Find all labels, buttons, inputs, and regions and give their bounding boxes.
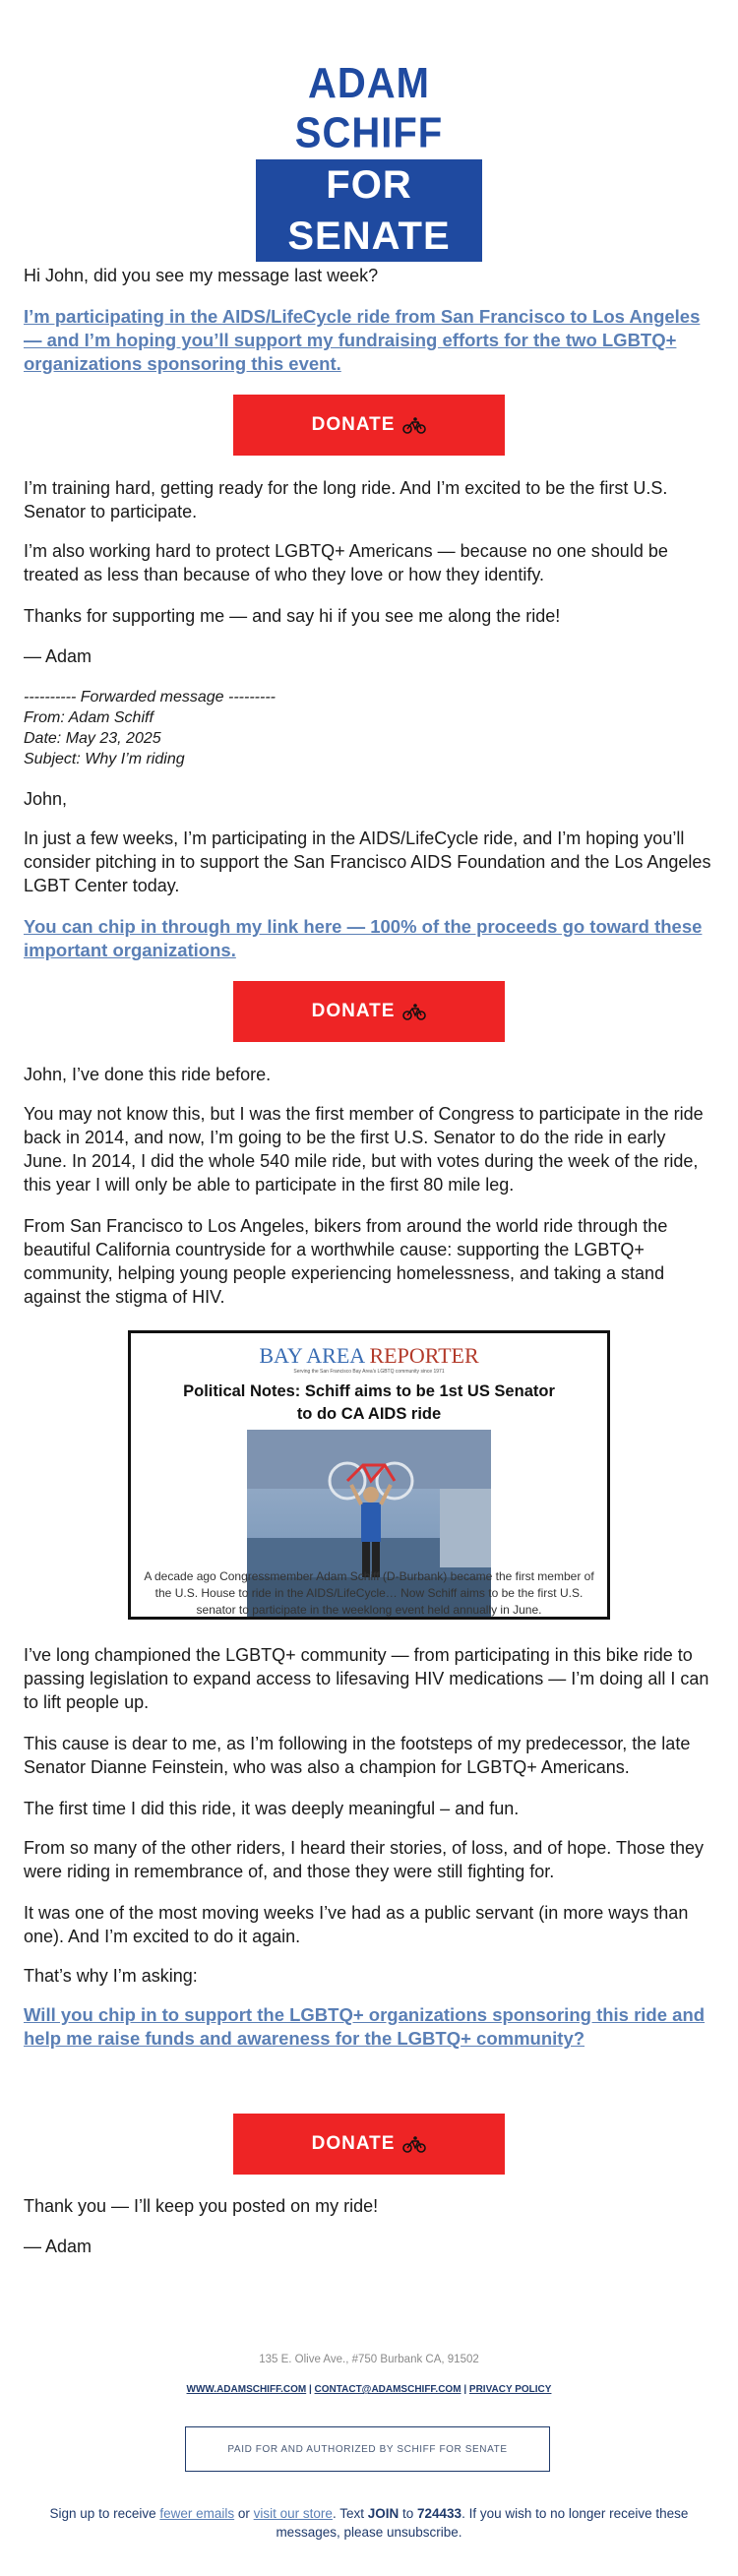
riders-paragraph: From so many of the other riders, I heard their stories, of loss, and of hope. Those they were riding in remembrance of, and those they were still fighting for. xyxy=(24,1838,705,1881)
article-headline: Political Notes: Schiff aims to be 1st US Senator to do CA AIDS ride xyxy=(183,1382,555,1423)
logo-office: FOR SENATE xyxy=(256,159,482,262)
protect-paragraph: I’m also working hard to protect LGBTQ+ Americans — because no one should be treated as less than because of who they love or how they identify. xyxy=(24,541,668,584)
contact-email-link[interactable]: CONTACT@ADAMSCHIFF.COM xyxy=(314,2384,461,2395)
thanks-paragraph: Thanks for supporting me — and say hi if you see me along the ride! xyxy=(24,606,561,626)
donate-label: DONATE xyxy=(311,414,396,435)
campaign-logo xyxy=(256,59,482,258)
paid-for-disclaimer: PAID FOR AND AUTHORIZED BY SCHIFF FOR SENATE xyxy=(185,2426,550,2472)
route-paragraph: From San Francisco to Los Angeles, bikers from around the world ride through the beautiful California countryside for a worthwhile cause: supporting the LGBTQ+ community, helping young people experiencing homelessness, and taking a stand against the stigma of HIV. xyxy=(24,1216,668,1307)
first-time-paragraph: The first time I did this ride, it was deeply meaningful – and fun. xyxy=(24,1799,520,1818)
article-caption: A decade ago Congressmember Adam Schiff (D-Burbank) became the first member of the U.S. House to ride in the AIDS/LifeCycle… Now Schiff aims to be the first U.S. senator to participate in the weeklong event held annually in June. xyxy=(144,1569,594,1617)
asking-paragraph: That’s why I’m asking: xyxy=(24,1966,198,1986)
privacy-policy-link[interactable]: PRIVACY POLICY xyxy=(468,2384,552,2395)
footer-links: WWW.ADAMSCHIFF.COM | CONTACT@ADAMSCHIFF.COM | PRIVACY POLICY xyxy=(186,2384,552,2395)
moving-paragraph: It was one of the most moving weeks I’ve had as a public servant (in more ways than one). And I’m excited to do it again. xyxy=(24,1903,689,1946)
newspaper-logo: BAY AREA REPORTER xyxy=(259,1343,479,1368)
signature: — Adam xyxy=(24,646,92,666)
championed-paragraph: I’ve long championed the LGBTQ+ community — from participating in this bike ride to passing legislation to expand access to lifesaving HIV medications — I’m doing all I can to lift people up. xyxy=(24,1645,709,1712)
forwarded-date: Date: May 23, 2025 xyxy=(24,730,161,747)
forwarded-divider: ---------- Forwarded message --------- xyxy=(24,689,276,705)
logo-name: ADAM SCHIFF xyxy=(294,59,444,157)
fundraising-link[interactable]: I’m participating in the AIDS/LifeCycle ride from San Francisco to Los Angeles — and I’m hoping you’ll support my fundraising efforts for the two LGBTQ+ organizations sponsoring this event. xyxy=(24,306,701,374)
support-link-paragraph xyxy=(24,2003,712,2051)
salutation: John, xyxy=(24,789,68,809)
footer-address: 135 E. Olive Ave., #750 Burbank CA, 91502 xyxy=(259,2354,479,2365)
thank-you-paragraph: Thank you — I’ll keep you posted on my ride! xyxy=(24,2196,379,2216)
training-paragraph: I’m training hard, getting ready for the long ride. And I’m excited to be the first U.S. Senator to participate. xyxy=(24,478,668,521)
signature: — Adam xyxy=(24,2237,92,2256)
donate-label: DONATE xyxy=(311,1001,396,1021)
chip-in-link[interactable]: You can chip in through my link here — 100% of the proceeds go toward these important organizations. xyxy=(24,916,703,960)
donate-button[interactable] xyxy=(233,2114,505,2175)
newspaper-tagline: Serving the San Francisco Bay Area's LGBTQ community since 1971 xyxy=(293,1369,445,1375)
website-link[interactable]: WWW.ADAMSCHIFF.COM xyxy=(186,2384,307,2395)
fundraising-link-paragraph xyxy=(24,305,712,376)
feinstein-paragraph: This cause is dear to me, as I’m following in the footsteps of my predecessor, the late Senator Dianne Feinstein, who was also a champion for LGBTQ+ Americans. xyxy=(24,1734,691,1777)
bicycle-icon xyxy=(402,416,426,434)
chip-in-link-paragraph xyxy=(24,915,712,962)
bicycle-icon xyxy=(402,1003,426,1020)
forwarded-from: From: Adam Schiff xyxy=(24,709,154,726)
done-paragraph: John, I’ve done this ride before. xyxy=(24,1065,272,1084)
support-link[interactable]: Will you chip in to support the LGBTQ+ organizations sponsoring this ride and help me raise funds and awareness for the LGBTQ+ community? xyxy=(24,2004,706,2049)
forwarded-header xyxy=(24,687,712,769)
store-link[interactable]: visit our store xyxy=(253,2506,333,2521)
donate-label: DONATE xyxy=(311,2133,396,2154)
news-article-image[interactable] xyxy=(128,1330,610,1620)
weeks-paragraph: In just a few weeks, I’m participating in the AIDS/LifeCycle ride, and I’m hoping you’ll consider pitching in to support the San Francisco AIDS Foundation and the Los Angeles LGBT Center today. xyxy=(24,828,711,895)
signup-text: Sign up to receive fewer emails or visit our store. Text JOIN to 724433. If you wish to no longer receive these messages, please unsubscribe. xyxy=(49,2506,689,2540)
bicycle-icon xyxy=(402,2135,426,2153)
forwarded-subject: Subject: Why I’m riding xyxy=(24,751,185,767)
greeting: Hi John, did you see my message last week? xyxy=(24,266,379,285)
fewer-emails-link[interactable]: fewer emails xyxy=(159,2506,235,2521)
donate-button[interactable] xyxy=(233,981,505,1042)
history-paragraph: You may not know this, but I was the first member of Congress to participate in the ride back in 2014, and now, I’m going to be the first U.S. Senator to do the ride in early June. In 2014, I did the whole 540 mile ride, but with votes during the week of the ride, this year I will only be able to participate in the first 80 mile leg. xyxy=(24,1104,704,1195)
donate-button[interactable] xyxy=(233,395,505,456)
